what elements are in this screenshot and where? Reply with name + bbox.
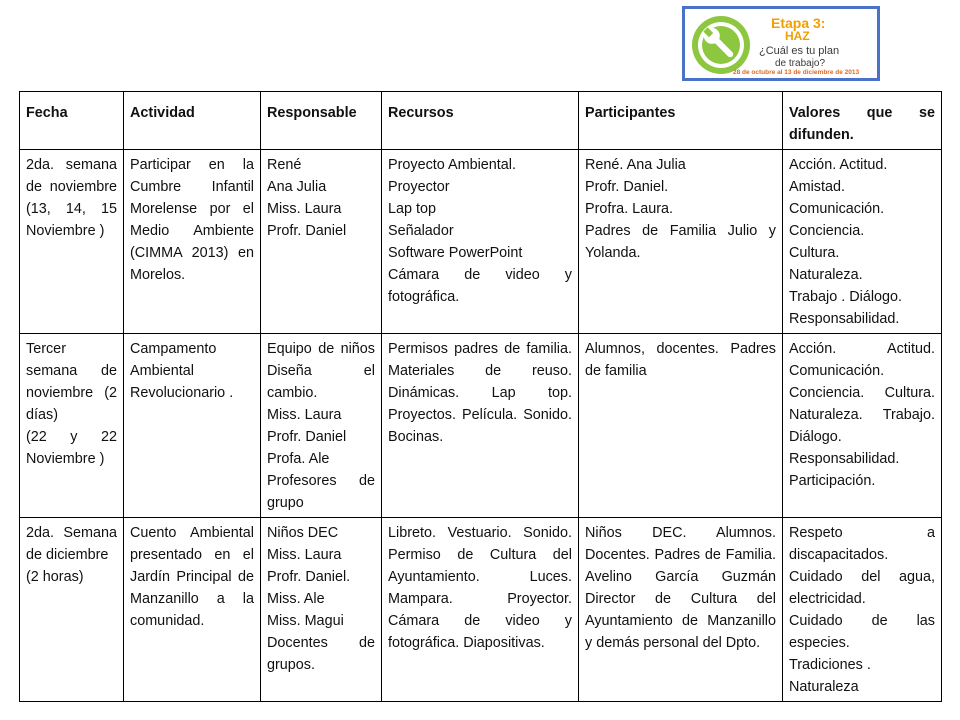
stage-logo [682,6,880,81]
header-recursos: Recursos [382,92,579,150]
cell-fecha: Tercer semana de noviembre (2 días) (22 y 22 Noviembre ) [20,334,124,518]
cell-responsable: Niños DEC Miss. Laura Profr. Daniel. Miss. Ale Miss. Magui Docentes de grupos. [261,518,382,702]
cell-participantes: René. Ana Julia Profr. Daniel. Profra. Laura. Padres de Familia Julio y Yolanda. [579,150,783,334]
logo-subtitle: HAZ [785,29,810,43]
cell-responsable: Equipo de niños Diseña el cambio. Miss. Laura Profr. Daniel Profa. Ale Profesores de grupo [261,334,382,518]
work-plan-table [19,91,942,702]
cell-fecha: 2da. Semana de diciembre (2 horas) [20,518,124,702]
header-responsable: Responsable [261,92,382,150]
cell-valores: Acción. Actitud. Comunicación. Conciencia. Cultura. Naturaleza. Trabajo. Diálogo. Responsabilidad. Participación. [783,334,942,518]
cell-participantes: Niños DEC. Alumnos. Docentes. Padres de Familia. Avelino García Guzmán Director de Cultura del Ayuntamiento de Manzanillo y demás personal del Dpto. [579,518,783,702]
cell-recursos: Proyecto Ambiental. Proyector Lap top Señalador Software PowerPoint Cámara de video y fotográfica. [382,150,579,334]
header-fecha: Fecha [20,92,124,150]
cell-actividad: Participar en la Cumbre Infantil Morelense por el Medio Ambiente (CIMMA 2013) en Morelos. [124,150,261,334]
table-row [20,334,942,518]
cell-recursos: Permisos padres de familia. Materiales de reuso. Dinámicas. Lap top. Proyectos. Película. Sonido. Bocinas. [382,334,579,518]
cell-actividad: Campamento Ambiental Revolucionario . [124,334,261,518]
table-row [20,150,942,334]
cell-actividad: Cuento Ambiental presentado en el Jardín Principal de Manzanillo a la comunidad. [124,518,261,702]
cell-valores: Respeto a discapacitados. Cuidado del agua, electricidad. Cuidado de las especies. Tradiciones . Naturaleza [783,518,942,702]
logo-question-2: de trabajo? [775,58,826,69]
cell-valores: Acción. Actitud. Amistad. Comunicación. Conciencia. Cultura. Naturaleza. Trabajo . Diálogo. Responsabilidad. [783,150,942,334]
header-valores: Valores que se difunden. [783,92,942,150]
wrench-icon [689,13,753,77]
cell-recursos: Libreto. Vestuario. Sonido. Permiso de Cultura del Ayuntamiento. Luces. Mampara. Proyector. Cámara de video y fotográfica. Diapositivas. [382,518,579,702]
table-row [20,518,942,702]
logo-title: Etapa 3: [771,15,826,31]
cell-participantes: Alumnos, docentes. Padres de familia [579,334,783,518]
table-header-row [20,92,942,150]
cell-responsable: René Ana Julia Miss. Laura Profr. Daniel [261,150,382,334]
header-actividad: Actividad [124,92,261,150]
header-participantes: Participantes [579,92,783,150]
logo-question-1: ¿Cuál es tu plan [759,45,840,57]
logo-dates: 28 de octubre al 13 de diciembre de 2013 [733,69,860,76]
cell-fecha: 2da. semana de noviembre (13, 14, 15 Noviembre ) [20,150,124,334]
